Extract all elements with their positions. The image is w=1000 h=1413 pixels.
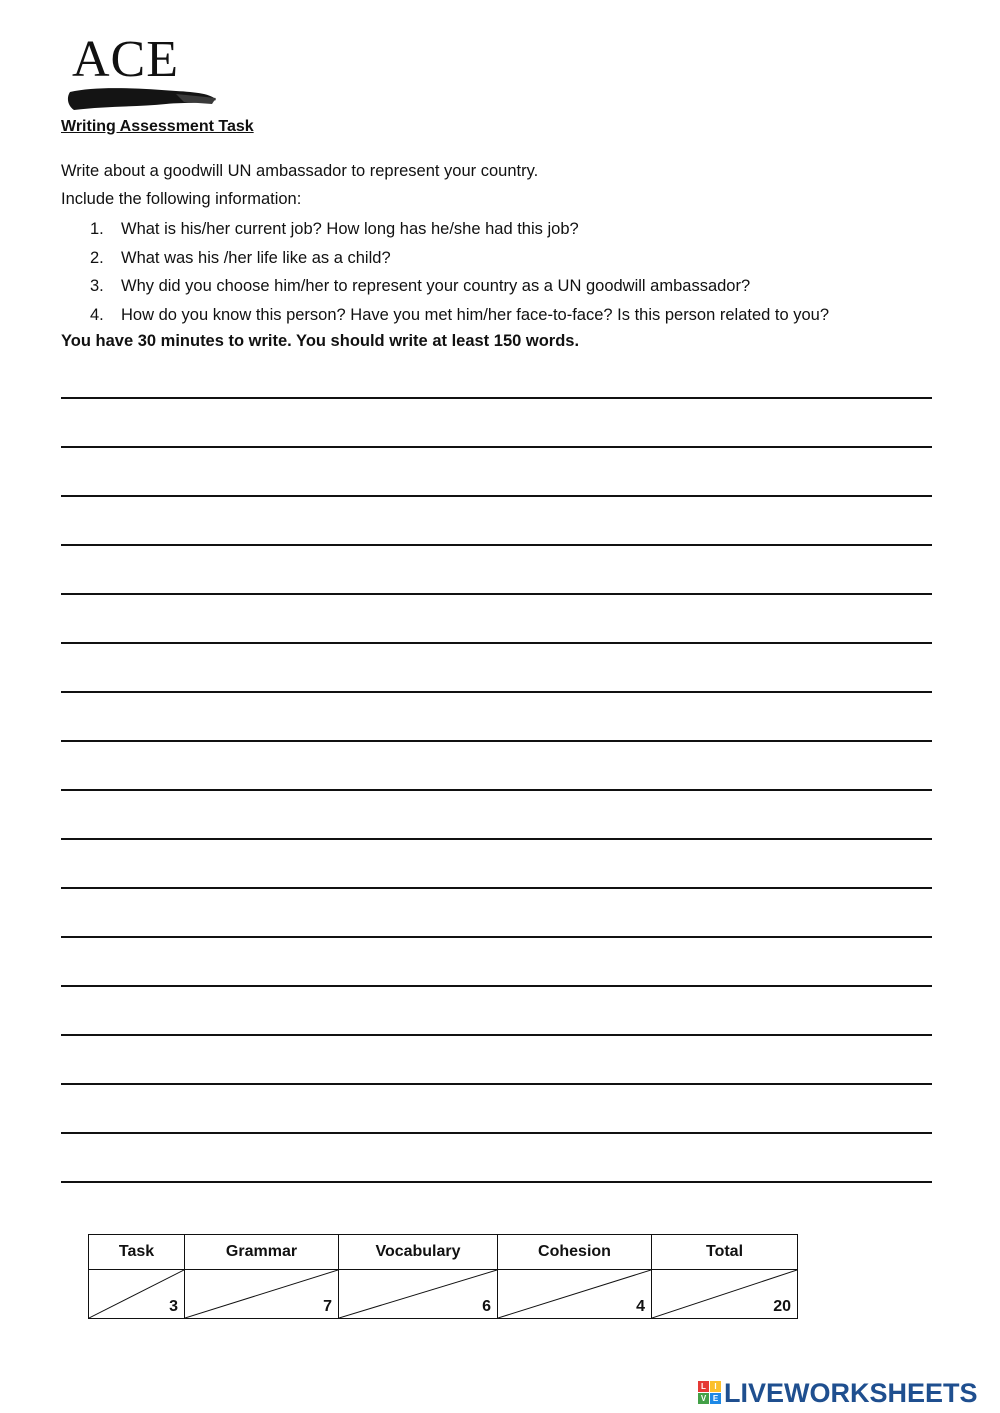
writing-line[interactable] — [61, 446, 932, 448]
liveworksheets-icon — [698, 1381, 722, 1405]
writing-line[interactable] — [61, 740, 932, 742]
score-cell-vocabulary[interactable] — [339, 1270, 498, 1319]
writing-line[interactable] — [61, 985, 932, 987]
score-cell-cohesion[interactable] — [498, 1270, 652, 1319]
time-instruction: You have 30 minutes to write. You should write at least 150 words. — [61, 332, 580, 350]
liveworksheets-watermark — [698, 1378, 994, 1408]
writing-line[interactable] — [61, 495, 932, 497]
icon-letter: V — [698, 1393, 709, 1404]
question-list — [90, 217, 829, 331]
writing-line[interactable] — [61, 1083, 932, 1085]
score-value-row — [89, 1270, 798, 1319]
score-cell-total[interactable] — [652, 1270, 798, 1319]
writing-line[interactable] — [61, 887, 932, 889]
list-item-text: Why did you choose him/her to represent your country as a UN goodwill ambassador? — [121, 277, 751, 295]
writing-area[interactable] — [61, 397, 932, 1230]
prompt-line-2: Include the following information: — [61, 190, 302, 208]
icon-letter: E — [710, 1393, 721, 1404]
writing-line[interactable] — [61, 1132, 932, 1134]
score-header-row — [89, 1235, 798, 1270]
logo-text: ACE — [72, 31, 179, 88]
writing-line[interactable] — [61, 544, 932, 546]
list-item — [90, 217, 829, 246]
writing-line[interactable] — [61, 593, 932, 595]
score-table — [88, 1234, 798, 1319]
max-score-cohesion: 4 — [636, 1298, 645, 1315]
header-grammar: Grammar — [185, 1235, 339, 1270]
score-cell-grammar[interactable] — [185, 1270, 339, 1319]
icon-letter: I — [710, 1381, 721, 1392]
list-item-text: What was his /her life like as a child? — [121, 248, 391, 267]
diagonal-line — [339, 1270, 497, 1318]
writing-line[interactable] — [61, 838, 932, 840]
list-item-number: 2. — [90, 248, 104, 267]
list-item — [90, 246, 829, 275]
list-item-text: How do you know this person? Have you met him/her face-to-face? Is this person related to you? — [121, 305, 830, 324]
list-item-number: 1. — [90, 220, 104, 238]
list-item — [90, 303, 829, 332]
list-item-number: 3. — [90, 277, 104, 295]
writing-line[interactable] — [61, 789, 932, 791]
brush-stroke-icon — [66, 82, 218, 114]
max-score-grammar: 7 — [323, 1298, 332, 1315]
writing-line[interactable] — [61, 936, 932, 938]
icon-letter: L — [698, 1381, 709, 1392]
max-score-vocabulary: 6 — [482, 1298, 491, 1315]
list-item-number: 4. — [90, 305, 104, 324]
writing-line[interactable] — [61, 1181, 932, 1183]
writing-line[interactable] — [61, 397, 932, 399]
header-total: Total — [652, 1235, 798, 1270]
header-vocabulary: Vocabulary — [339, 1235, 498, 1270]
max-score-task: 3 — [169, 1298, 178, 1315]
writing-line[interactable] — [61, 1034, 932, 1036]
list-item-text: What is his/her current job? How long has he/she had this job? — [121, 220, 579, 238]
writing-line[interactable] — [61, 642, 932, 644]
max-score-total: 20 — [773, 1298, 791, 1315]
header-task: Task — [89, 1235, 185, 1270]
diagonal-line — [185, 1270, 338, 1318]
page-title: Writing Assessment Task — [61, 118, 254, 135]
diagonal-line — [498, 1270, 651, 1318]
list-item — [90, 274, 829, 303]
header-cohesion: Cohesion — [498, 1235, 652, 1270]
ace-logo — [66, 30, 226, 116]
watermark-text: LIVEWORKSHEETS — [724, 1378, 978, 1408]
score-cell-task[interactable] — [89, 1270, 185, 1319]
prompt-line-1: Write about a goodwill UN ambassador to represent your country. — [61, 162, 539, 180]
writing-line[interactable] — [61, 691, 932, 693]
